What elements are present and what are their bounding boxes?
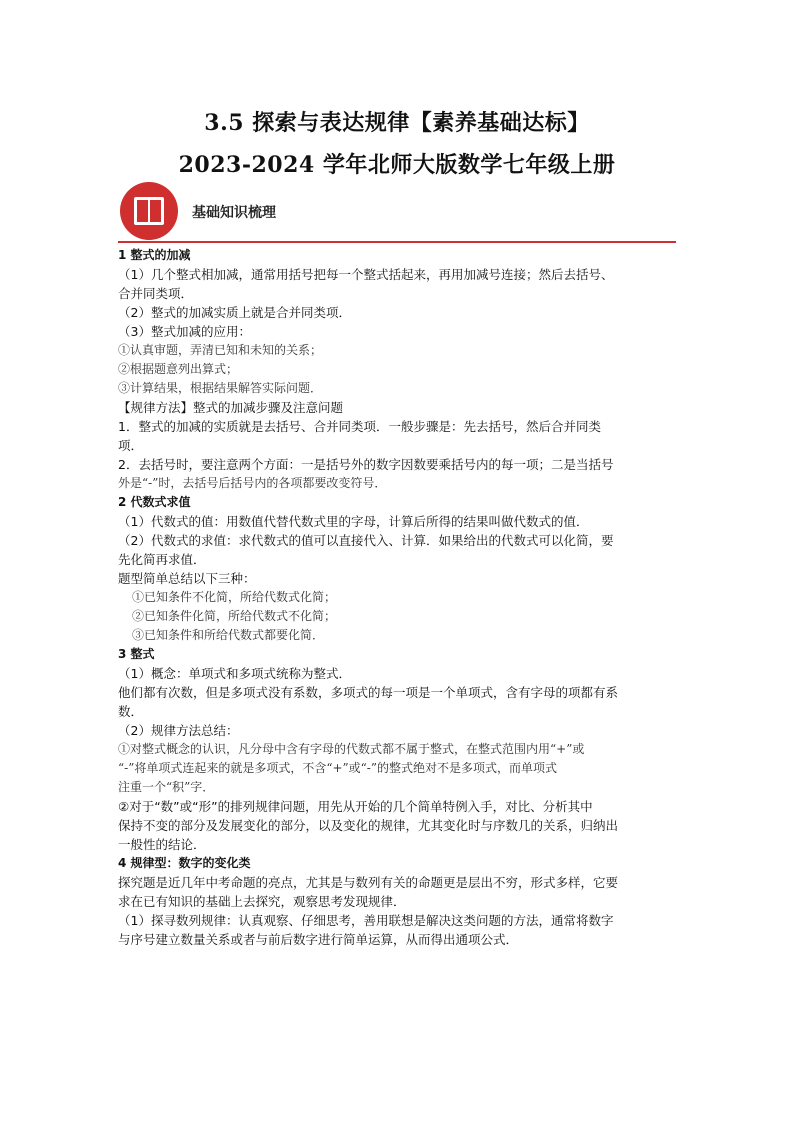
section-title: 基础知识梳理 <box>192 205 276 221</box>
text-line: （1）探寻数列规律：认真观察、仔细思考，善用联想是解决这类问题的方法，通常将数字 <box>118 913 614 928</box>
text-line: 保持不变的部分及发展变化的部分，以及变化的规律，尤其变化时与序数几的关系，归纳出 <box>118 818 619 833</box>
section-header <box>118 180 678 244</box>
text-line: （2）代数式的求值：求代数式的值可以直接代入、计算．如果给出的代数式可以化简，要 <box>118 533 614 548</box>
text-line: （2）整式的加减实质上就是合并同类项． <box>118 305 351 320</box>
text-line: ③计算结果，根据结果解答实际问题． <box>118 381 323 395</box>
text-line: “-”将单项式连起来的就是多项式，不含“+”或“-”的整式绝对不是多项式，而单项式 <box>118 761 557 775</box>
book-icon <box>120 182 178 240</box>
text-line: 1．整式的加减的实质就是去括号、合并同类项．一般步骤是：先去括号，然后合并同类 <box>118 419 601 434</box>
heading-zhengshi-jiajian: 1 整式的加减 <box>118 248 191 262</box>
text-line: 先化简再求值． <box>118 552 206 567</box>
text-line: 与序号建立数量关系或者与前后数字进行简单运算，从而得出通项公式． <box>118 932 519 947</box>
text-line: 探究题是近几年中考命题的亮点，尤其是与数列有关的命题更是层出不穷，形式多样，它要 <box>118 875 619 890</box>
text-line: 一般性的结论． <box>118 837 206 852</box>
text-line: 外是“-”时，去括号后括号内的各项都要改变符号． <box>118 476 387 490</box>
text-line: （3）整式加减的应用： <box>118 324 251 339</box>
text-line: 求在已有知识的基础上去探究，观察思考发现规律． <box>118 894 406 909</box>
text-line: 项． <box>118 438 144 453</box>
text-line: 题型简单总结以下三种： <box>118 571 256 586</box>
text-line: 数． <box>118 704 144 719</box>
heading-guilvxing: 4 规律型：数字的变化类 <box>118 856 251 870</box>
text-line: 注重一个“积”字． <box>118 780 215 794</box>
text-line: （1）几个整式相加减，通常用括号把每一个整式括起来，再用加减号连接；然后去括号、 <box>118 267 614 282</box>
text-line: 【规律方法】整式的加减步骤及注意问题 <box>118 400 344 415</box>
text-line: 2．去括号时，要注意两个方面：一是括号外的数字因数要乘括号内的每一项；二是当括号 <box>118 457 614 472</box>
text-line: ②根据题意列出算式； <box>118 362 239 376</box>
content-body <box>118 246 678 949</box>
text-line: ②对于“数”或“形”的排列规律问题，用先从开始的几个简单特例入手，对比、分析其中 <box>118 799 593 814</box>
text-line: ①认真审题，弄清已知和未知的关系； <box>118 343 323 357</box>
document-subtitle: 2023-2024 学年北师大版数学七年级上册 <box>178 152 616 178</box>
text-line: 他们都有次数，但是多项式没有系数，多项式的每一项是一个单项式，含有字母的项都有系 <box>118 685 619 700</box>
text-line: （1）代数式的值：用数值代替代数式里的字母，计算后所得的结果叫做代数式的值． <box>118 514 589 529</box>
text-line: （2）规律方法总结： <box>118 723 239 738</box>
heading-zhengshi: 3 整式 <box>118 647 155 661</box>
heading-daishushi-qiuzhi: 2 代数式求值 <box>118 495 191 509</box>
text-line: （1）概念：单项式和多项式统称为整式． <box>118 666 351 681</box>
document-title: 3.5 探索与表达规律【素养基础达标】 <box>204 110 590 136</box>
text-line: ②已知条件化简，所给代数式不化简； <box>132 609 337 623</box>
text-line: ①对整式概念的认识，凡分母中含有字母的代数式都不属于整式，在整式范围内用“+”或 <box>118 742 585 756</box>
text-line: ①已知条件不化简，所给代数式化简； <box>132 590 337 604</box>
text-line: 合并同类项． <box>118 286 194 301</box>
text-line: ③已知条件和所给代数式都要化简． <box>132 628 325 642</box>
section-divider <box>118 241 676 243</box>
